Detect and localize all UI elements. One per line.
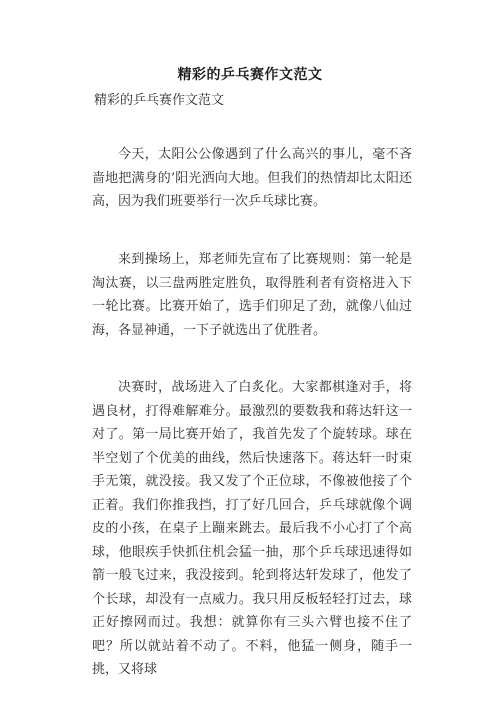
document-title: 精彩的乒乓赛作文范文	[177, 67, 323, 83]
document-subtitle: 精彩的乒乓赛作文范文	[94, 93, 225, 108]
paragraph-1: 今天，太阳公公像遇到了什么高兴的事儿，毫不吝啬地把满身的’阳光洒向大地。但我们的热情却比太阳还高，因为我们班要举行一次乒乓球比赛。	[92, 147, 412, 209]
paragraph-2: 来到操场上，郑老师先宣布了比赛规则：第一轮是淘汰赛，以三盘两胜定胜负，取得胜利者有资格进入下一轮比赛。比赛开始了，选手们卯足了劲，就像八仙过海，各显神通，一下子就选出了优胜者。	[92, 252, 412, 338]
paragraph-3: 决赛时，战场进入了白炙化。大家都棋逢对手，将遇良材，打得难解难分。最激烈的要数我和蒋达轩这一对了。第一局比赛开始了，我首先发了个旋转球。球在半空划了个优美的曲线，然后快速落下。蒋达轩一时束手无策，就没接。我又发了个正位球，不像被他接了个正着。我们你推我挡，打了好几回合，乒乓球就像个调皮的小孩，在桌子上蹦来跳去。最后我不小心打了个高球，他眼疾手快抓住机会猛一抽，那个乒乓球迅速得如箭一般飞过来，我没接到。轮到将达轩发球了，他发了个长球，却没有一点威力。我只用反板轻轻打过去，球正好擦网而过。我想：就算你有三头六臂也接不住了吧？所以就站着不动了。不料，他猛一侧身，随手一挑，又将球	[92, 380, 412, 677]
